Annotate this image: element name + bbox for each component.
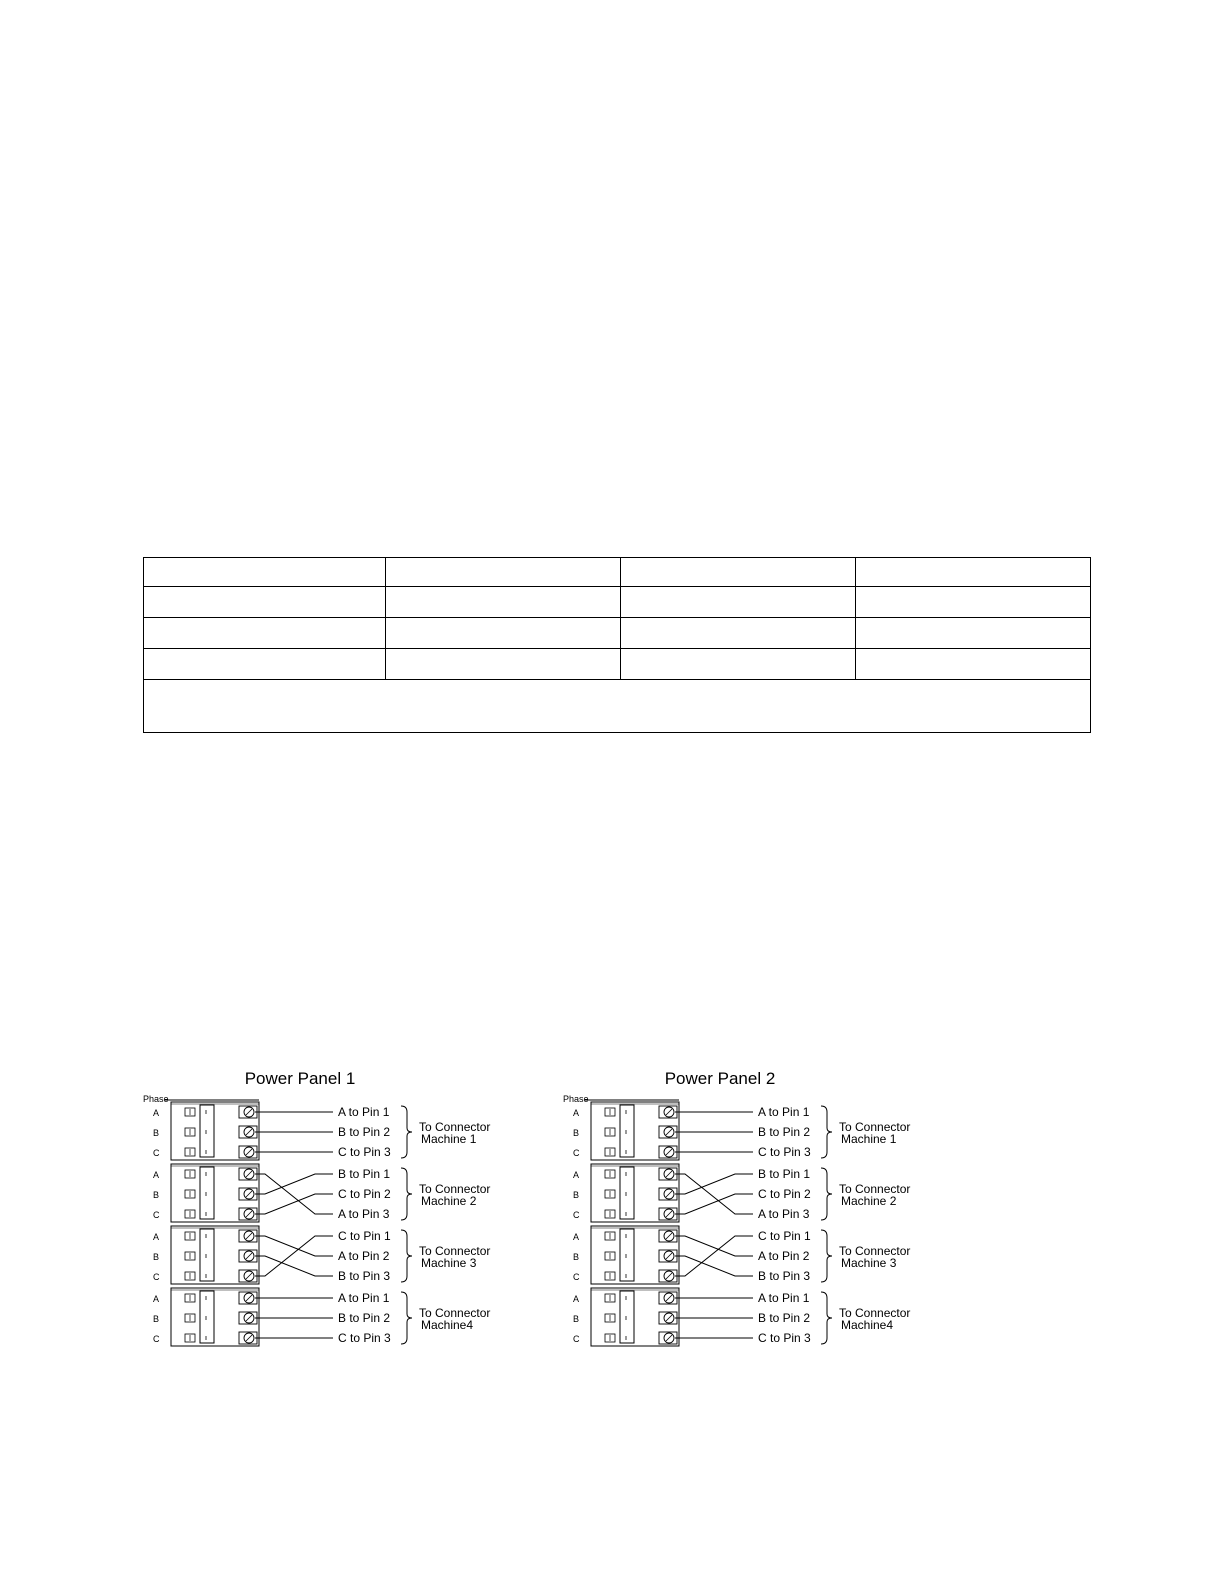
terminal-screw-slot [666, 1211, 672, 1217]
phase-label: B [153, 1314, 160, 1324]
pin-connection-label: C to Pin 1 [338, 1229, 391, 1243]
panel-title: Power Panel 2 [664, 1069, 776, 1088]
connector-label: To Connector [839, 1182, 911, 1196]
pin-connection-label: A to Pin 3 [758, 1207, 810, 1221]
brace-icon [401, 1230, 412, 1282]
terminal-screw-slot [666, 1253, 672, 1259]
table-cell [621, 649, 856, 680]
breaker-group [153, 1288, 490, 1346]
terminal-screw-slot [666, 1233, 672, 1239]
breaker-box [591, 1102, 679, 1160]
table-cell [856, 587, 1091, 618]
pin-connection-label: B to Pin 2 [338, 1311, 391, 1325]
breaker-group [573, 1102, 910, 1160]
table-cell [386, 558, 621, 587]
connector-label: To Connector [419, 1120, 491, 1134]
breaker-group [153, 1102, 490, 1160]
bus-bar [620, 1291, 634, 1343]
phase-label: B [573, 1252, 580, 1262]
terminal-screw-slot [246, 1253, 252, 1259]
breaker-box [171, 1288, 259, 1346]
pin-connection-label: C to Pin 3 [758, 1331, 811, 1345]
brace-icon [821, 1168, 832, 1220]
pin-connection-label: A to Pin 2 [758, 1249, 810, 1263]
power-panel-2 [563, 1069, 910, 1346]
bus-bar [620, 1229, 634, 1281]
machine-label: Machine 1 [421, 1132, 477, 1146]
phase-label: A [573, 1170, 580, 1180]
terminal-screw-slot [246, 1295, 252, 1301]
terminal-screw-slot [666, 1295, 672, 1301]
breaker-box [171, 1164, 259, 1222]
pin-connection-label: A to Pin 3 [338, 1207, 390, 1221]
phase-header: Phase [563, 1094, 589, 1104]
pin-connection-label: C to Pin 3 [758, 1145, 811, 1159]
machine-label: Machine 3 [841, 1256, 897, 1270]
table-row [144, 618, 1091, 649]
terminal-screw-slot [666, 1273, 672, 1279]
breaker-group [153, 1226, 490, 1284]
phase-label: A [153, 1232, 160, 1242]
wire [255, 1256, 333, 1276]
pin-connection-label: B to Pin 2 [758, 1125, 811, 1139]
brace-icon [821, 1230, 832, 1282]
pin-connection-label: B to Pin 2 [338, 1125, 391, 1139]
connector-label: To Connector [419, 1244, 491, 1258]
terminal-screw-slot [246, 1233, 252, 1239]
terminal-screw-slot [666, 1129, 672, 1135]
wire [675, 1256, 753, 1276]
panel-title: Power Panel 1 [244, 1069, 356, 1088]
table-cell [856, 618, 1091, 649]
terminal-screw-slot [246, 1191, 252, 1197]
breaker-box [171, 1102, 259, 1160]
table-cell [621, 618, 856, 649]
table-cell [386, 649, 621, 680]
bus-bar [200, 1291, 214, 1343]
pin-connection-label: B to Pin 1 [338, 1167, 391, 1181]
pin-connection-label: C to Pin 2 [338, 1187, 391, 1201]
phase-label: A [573, 1294, 580, 1304]
breaker-box [171, 1226, 259, 1284]
pin-connection-label: B to Pin 3 [758, 1269, 811, 1283]
phase-label: C [573, 1272, 580, 1282]
terminal-screw-slot [666, 1315, 672, 1321]
phase-label: B [573, 1190, 580, 1200]
phase-label: B [153, 1128, 160, 1138]
wire [255, 1174, 333, 1194]
brace-icon [821, 1292, 832, 1344]
wire [675, 1174, 753, 1194]
terminal-screw-slot [246, 1109, 252, 1115]
phase-label: A [573, 1108, 580, 1118]
brace-icon [821, 1106, 832, 1158]
pin-connection-label: A to Pin 1 [338, 1291, 390, 1305]
table-cell [386, 587, 621, 618]
table-cell [621, 587, 856, 618]
empty-table [143, 557, 1091, 733]
pin-connection-label: C to Pin 1 [758, 1229, 811, 1243]
pin-connection-label: B to Pin 1 [758, 1167, 811, 1181]
machine-label: Machine 2 [841, 1194, 897, 1208]
connector-label: To Connector [839, 1306, 911, 1320]
terminal-screw-slot [246, 1129, 252, 1135]
breaker-group [573, 1226, 910, 1284]
table-cell [144, 618, 386, 649]
breaker-group [153, 1164, 490, 1222]
phase-label: B [153, 1190, 160, 1200]
phase-label: C [153, 1334, 160, 1344]
brace-icon [401, 1106, 412, 1158]
pin-connection-label: C to Pin 3 [338, 1145, 391, 1159]
table-cell [856, 649, 1091, 680]
wiring-diagram [0, 1060, 1224, 1360]
brace-icon [401, 1168, 412, 1220]
terminal-screw-slot [666, 1149, 672, 1155]
bus-bar [620, 1105, 634, 1157]
machine-label: Machine 2 [421, 1194, 477, 1208]
phase-label: C [153, 1210, 160, 1220]
terminal-screw-slot [246, 1335, 252, 1341]
terminal-screw-slot [666, 1171, 672, 1177]
table-cell [386, 618, 621, 649]
table-row [144, 649, 1091, 680]
pin-connection-label: A to Pin 2 [338, 1249, 390, 1263]
phase-header: Phase [143, 1094, 169, 1104]
breaker-box [591, 1164, 679, 1222]
terminal-screw-slot [666, 1335, 672, 1341]
machine-label: Machine 3 [421, 1256, 477, 1270]
table-row [144, 680, 1091, 733]
table-cell [856, 558, 1091, 587]
phase-label: A [153, 1294, 160, 1304]
pin-connection-label: C to Pin 3 [338, 1331, 391, 1345]
terminal-screw-slot [246, 1315, 252, 1321]
phase-label: B [153, 1252, 160, 1262]
pin-connection-label: C to Pin 2 [758, 1187, 811, 1201]
phase-label: A [573, 1232, 580, 1242]
phase-label: C [573, 1148, 580, 1158]
phase-label: B [573, 1314, 580, 1324]
phase-label: C [573, 1334, 580, 1344]
breaker-group [573, 1288, 910, 1346]
terminal-screw-slot [246, 1171, 252, 1177]
bus-bar [620, 1167, 634, 1219]
table-cell [144, 680, 1091, 733]
phase-label: C [153, 1148, 160, 1158]
breaker-box [591, 1226, 679, 1284]
terminal-screw-slot [666, 1191, 672, 1197]
terminal-screw-slot [246, 1273, 252, 1279]
phase-label: C [153, 1272, 160, 1282]
bus-bar [200, 1229, 214, 1281]
phase-label: B [573, 1128, 580, 1138]
pin-connection-label: B to Pin 3 [338, 1269, 391, 1283]
table-cell [144, 558, 386, 587]
phase-label: A [153, 1170, 160, 1180]
phase-label: C [573, 1210, 580, 1220]
terminal-screw-slot [246, 1211, 252, 1217]
table-cell [144, 587, 386, 618]
brace-icon [401, 1292, 412, 1344]
connector-label: To Connector [419, 1182, 491, 1196]
connector-label: To Connector [419, 1306, 491, 1320]
pin-connection-label: A to Pin 1 [758, 1105, 810, 1119]
phase-label: A [153, 1108, 160, 1118]
connector-label: To Connector [839, 1120, 911, 1134]
terminal-screw-slot [666, 1109, 672, 1115]
breaker-group [573, 1164, 910, 1222]
machine-label: Machine 1 [841, 1132, 897, 1146]
table-cell [144, 649, 386, 680]
table-cell [621, 558, 856, 587]
terminal-screw-slot [246, 1149, 252, 1155]
connector-label: To Connector [839, 1244, 911, 1258]
table-row [144, 558, 1091, 587]
bus-bar [200, 1167, 214, 1219]
pin-connection-label: A to Pin 1 [758, 1291, 810, 1305]
breaker-box [591, 1288, 679, 1346]
pin-connection-label: A to Pin 1 [338, 1105, 390, 1119]
bus-bar [200, 1105, 214, 1157]
pin-connection-label: B to Pin 2 [758, 1311, 811, 1325]
machine-label: Machine4 [421, 1318, 474, 1332]
power-panel-1 [143, 1069, 490, 1346]
machine-label: Machine4 [841, 1318, 894, 1332]
table-row [144, 587, 1091, 618]
